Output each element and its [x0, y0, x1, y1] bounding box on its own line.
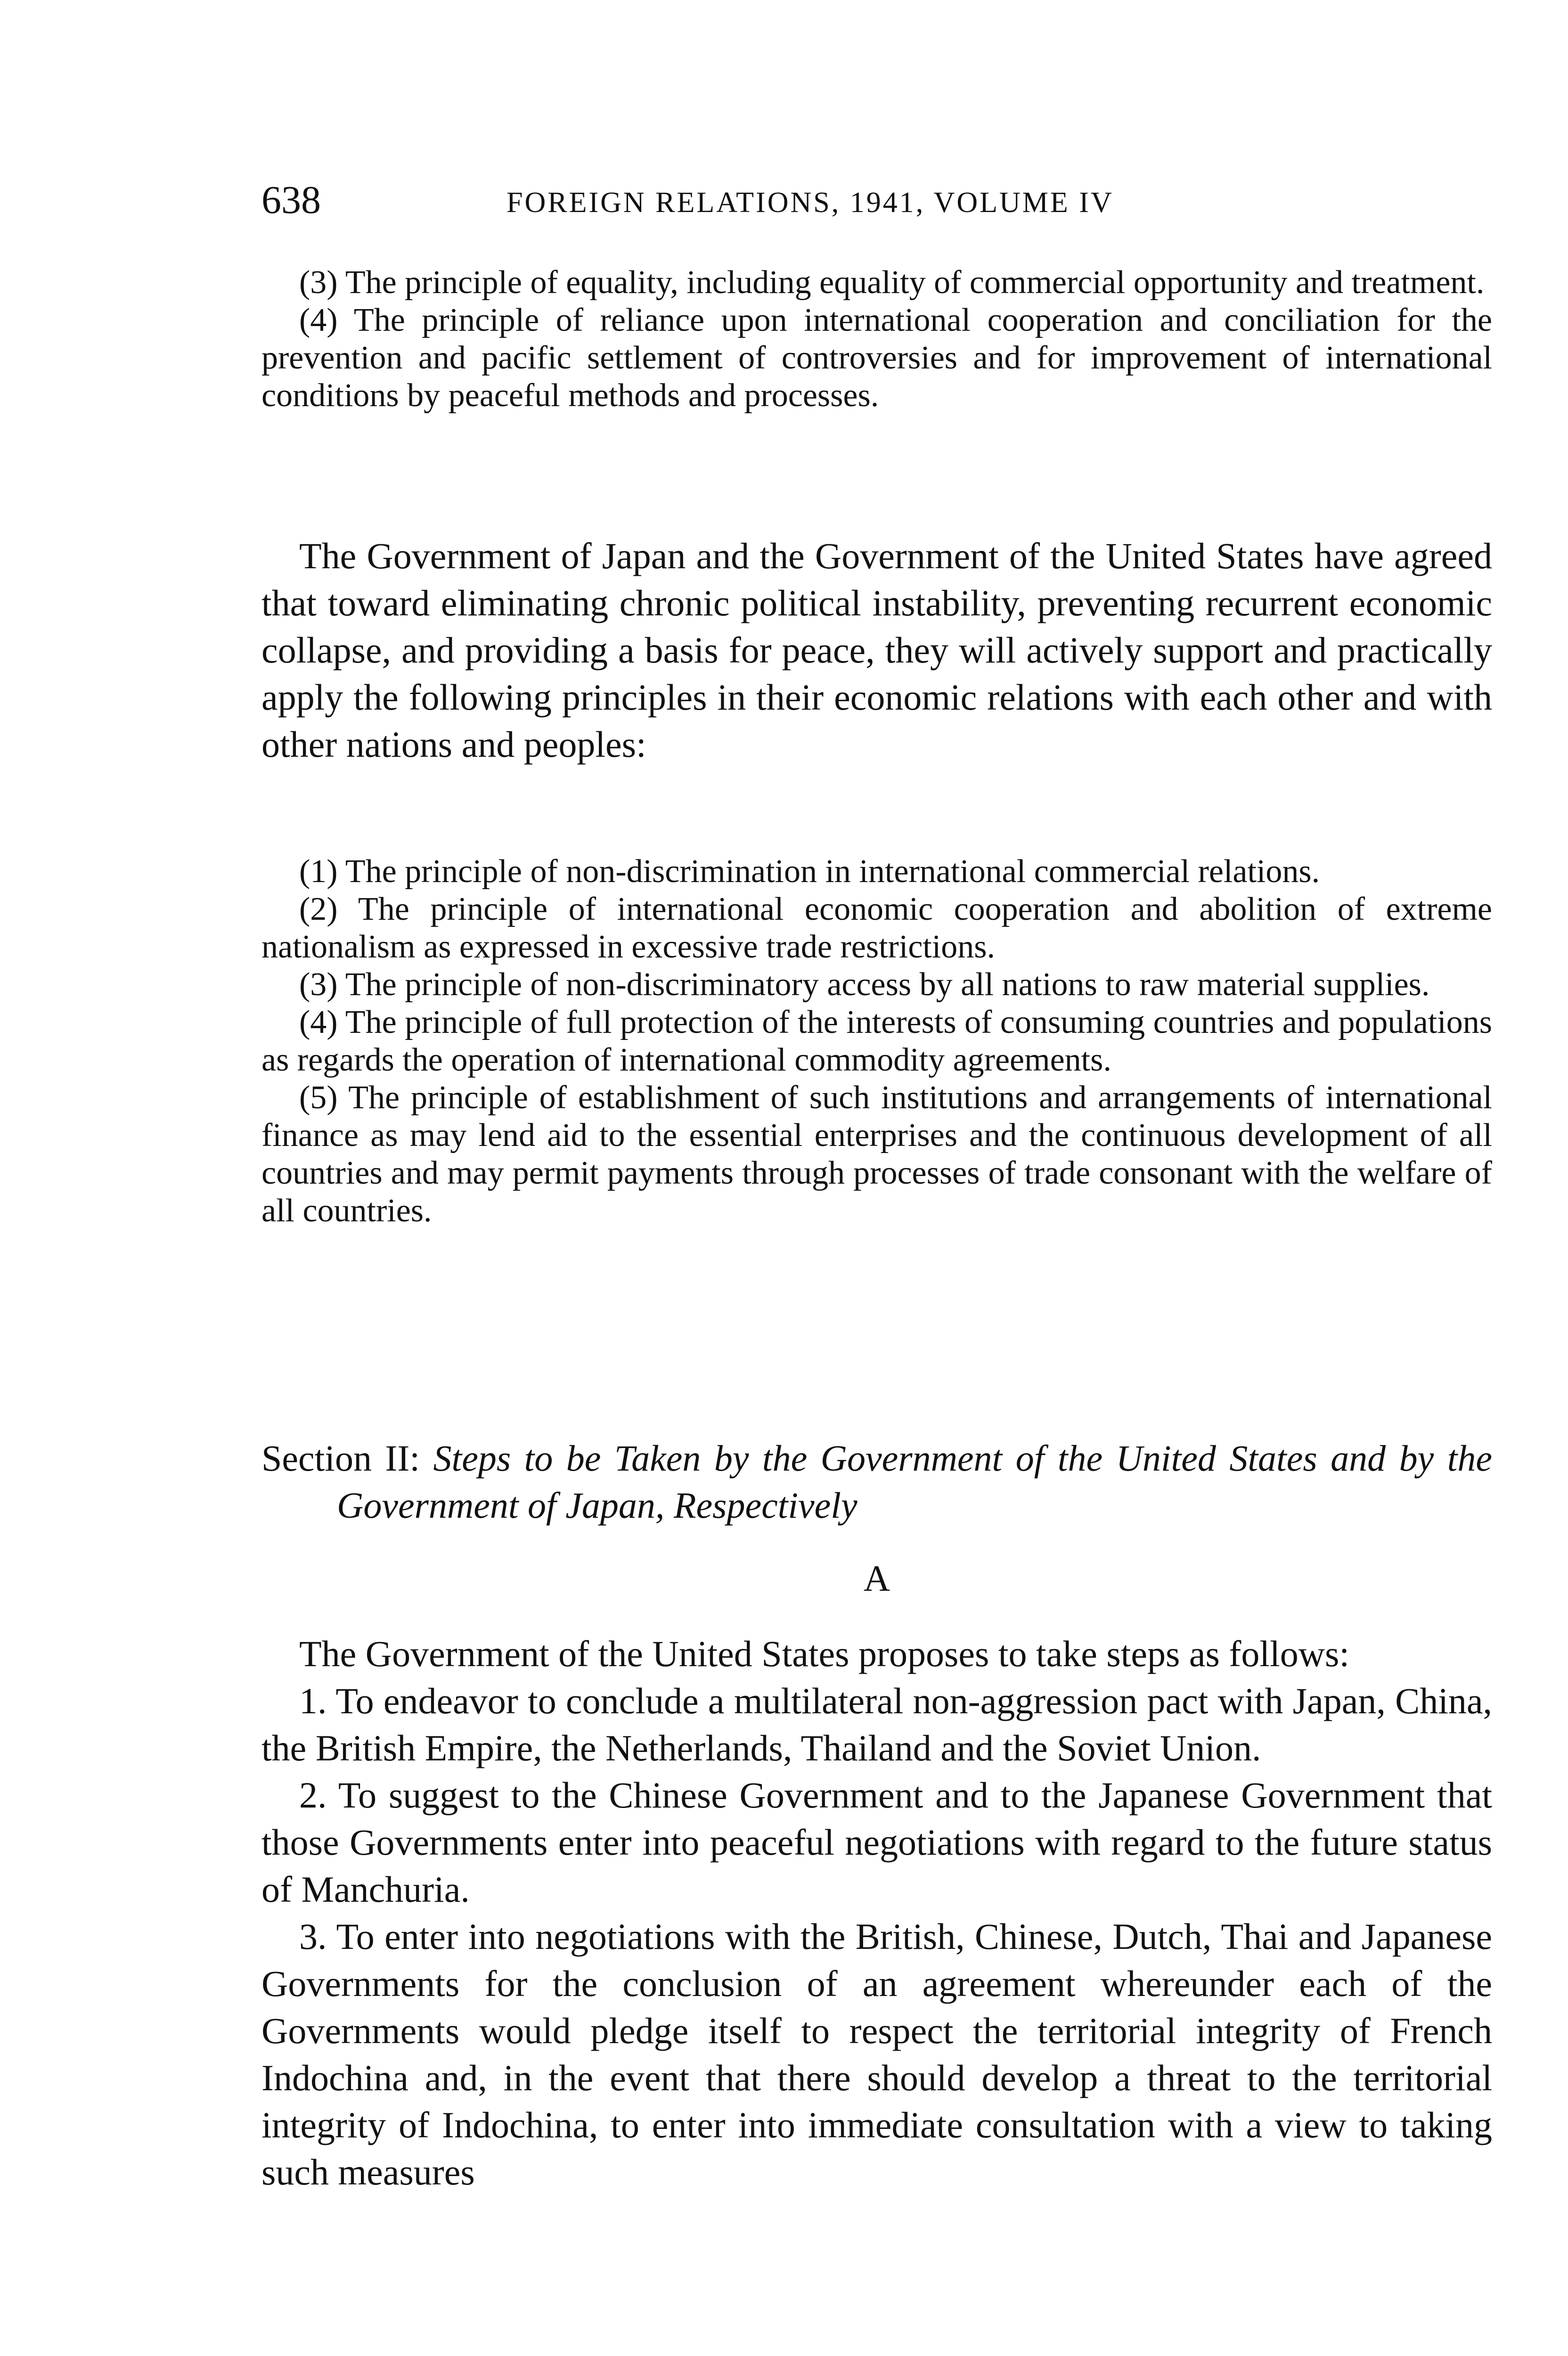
economic-principle: (2) The principle of international economic cooperation and abolition of extreme nationalism as expressed in excessive trade restrictions. [261, 891, 1492, 965]
economic-principle: (5) The principle of establishment of such institutions and arrangements of international finance as may lend aid to the essential enterprises and the continuous development of all countries and may permit payments through processes of trade consonant with the welfare of all countries. [261, 1080, 1492, 1229]
section-title: Steps to be Taken by the Government of the United States and by the Government of Japan, Respectively [337, 1438, 1492, 1526]
principle-paragraph: (4) The principle of reliance upon international cooperation and conciliation for the prevention and pacific settlement of controversies and for improvement of international conditions by peaceful methods and processes. [261, 302, 1492, 414]
subsection-letter: A [863, 1558, 890, 1599]
economic-principle: (1) The principle of non-discrimination in international commercial relations. [299, 853, 1320, 890]
running-title: FOREIGN RELATIONS, 1941, VOLUME IV [506, 187, 1114, 219]
us-step-item: 2. To suggest to the Chinese Government and to the Japanese Government that those Governments enter into peaceful negotiations with regard to the future status of Manchuria. [261, 1775, 1492, 1910]
economic-intro-paragraph: The Government of Japan and the Government of the United States have agreed that toward eliminating chronic political instability, preventing recurrent economic collapse, and providing a basis for peace, they will actively support and practically apply the following principles in their economic relations with each other and with other nations and peoples: [261, 535, 1492, 765]
economic-intro [261, 532, 1492, 768]
us-step-item: 3. To enter into negotiations with the British, Chinese, Dutch, Thai and Japanese Governments for the conclusion of an agreement whereunder each of the Governments would pledge itself to respect the territorial integrity of French Indochina and, in the event that there should develop a threat to the territorial integrity of Indochina, to enter into immediate consultation with a view to taking such measures [261, 1916, 1492, 2192]
us-steps [261, 1630, 1492, 2196]
economic-principle: (3) The principle of non-discriminatory access by all nations to raw material supplies. [299, 966, 1430, 1003]
document-page [261, 0, 1492, 2356]
section-heading [261, 1435, 1492, 1529]
page-number: 638 [261, 178, 321, 222]
section-label: Section II: [261, 1438, 420, 1479]
running-head [261, 177, 1492, 229]
us-step-item: 1. To endeavor to conclude a multilateral non-aggression pact with Japan, China, the British Empire, the Netherlands, Thailand and the Soviet Union. [261, 1680, 1492, 1768]
principle-paragraph: (3) The principle of equality, including equality of commercial opportunity and treatment. [299, 264, 1485, 301]
economic-principles [261, 853, 1492, 1230]
continued-principles [261, 264, 1492, 415]
us-steps-intro: The Government of the United States proposes to take steps as follows: [299, 1633, 1350, 1674]
economic-principle: (4) The principle of full protection of the interests of consuming countries and populations as regards the operation of international commodity agreements. [261, 1004, 1492, 1078]
